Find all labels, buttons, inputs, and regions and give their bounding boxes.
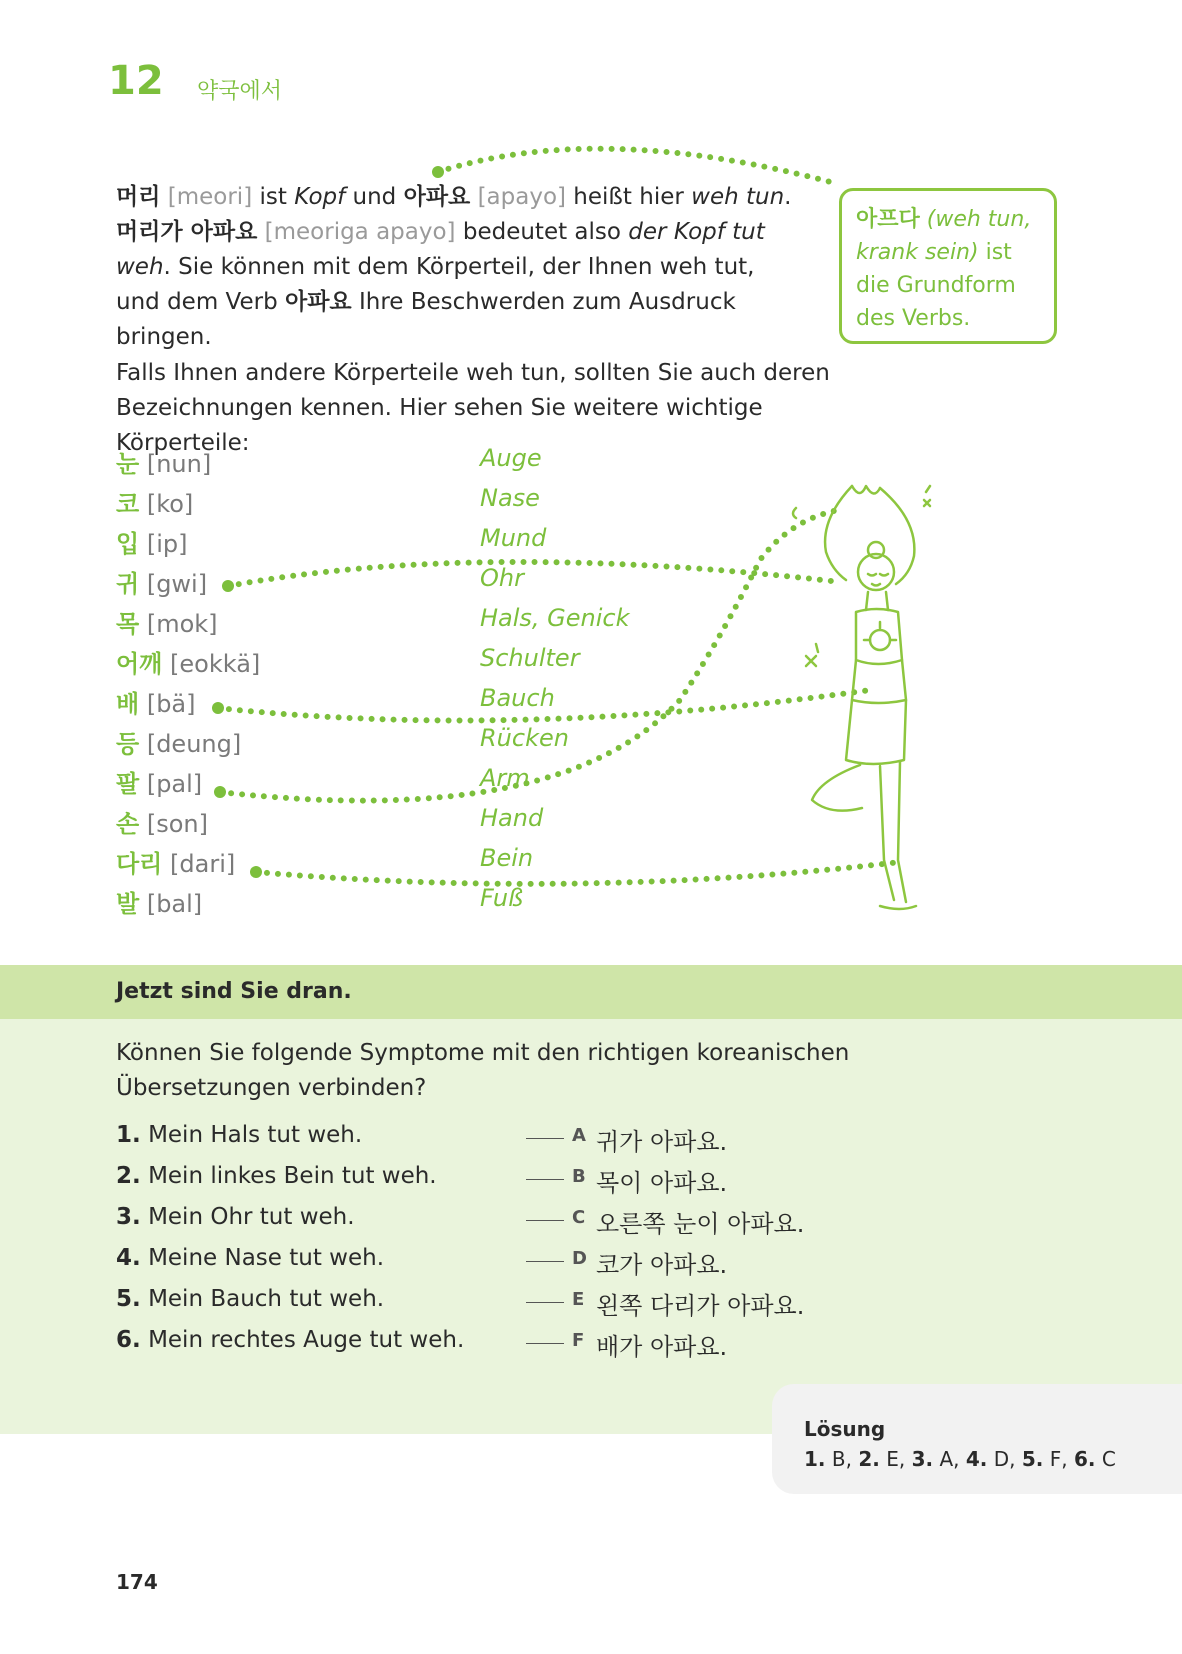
text: und	[345, 184, 404, 210]
sol-letter: C	[1101, 1447, 1116, 1471]
option-letter: A	[572, 1125, 586, 1146]
text: heißt hier	[566, 184, 692, 210]
option-korean: 코가 아파요.	[596, 1251, 728, 1279]
item-german: Mein Ohr tut weh.	[148, 1204, 355, 1230]
vocab-ko: 등	[116, 730, 140, 758]
vocab-ko: 다리	[116, 850, 163, 878]
item-german: Mein Hals tut weh.	[148, 1122, 363, 1148]
ko-word: 아파요	[285, 289, 352, 315]
exercise-intro: Können Sie folgende Symptome mit den richtigen koreanischen Übersetzungen verbinden?	[116, 1040, 850, 1101]
exercise-item	[116, 1245, 1016, 1285]
exercise-item	[116, 1163, 1016, 1203]
vocab-de: Schulter	[480, 644, 580, 672]
item-german: Mein Bauch tut weh.	[148, 1286, 385, 1312]
exercise-item	[116, 1122, 1016, 1162]
option-korean: 목이 아파요.	[596, 1169, 728, 1197]
vocab-de: Mund	[480, 524, 547, 552]
vocab-de: Auge	[480, 444, 542, 472]
text: .	[784, 184, 792, 210]
exercise-item	[116, 1204, 1016, 1244]
vocab-de: Rücken	[480, 724, 569, 752]
vocab-rom: [mok]	[146, 610, 218, 638]
romanization: [apayo]	[470, 184, 566, 210]
item-number: 5.	[116, 1286, 141, 1312]
vocab-ko: 목	[116, 610, 140, 638]
vocab-rom: [nun]	[146, 450, 212, 478]
text: . Sie können mit dem Körperteil, der Ihnen weh tut, und dem Verb	[116, 254, 755, 315]
vocab-rom: [bal]	[146, 890, 203, 918]
solution-title: Lösung	[804, 1417, 886, 1441]
ko-word: 머리가 아파요	[116, 219, 258, 245]
vocab-ko: 배	[116, 690, 140, 718]
item-number: 4.	[116, 1245, 141, 1271]
sol-num: 3.	[911, 1447, 934, 1471]
vocab-rom: [gwi]	[146, 570, 208, 598]
option-letter: D	[572, 1248, 587, 1269]
vocab-de: Bauch	[480, 684, 555, 712]
ko-word: 아파요	[403, 184, 471, 210]
vocab-de: Bein	[480, 844, 534, 872]
option-letter: C	[572, 1207, 586, 1228]
sol-num: 6.	[1073, 1447, 1096, 1471]
item-german: Mein linkes Bein tut weh.	[148, 1163, 437, 1189]
vocab-rom: [son]	[146, 810, 208, 838]
chapter-number: 12	[108, 58, 164, 104]
exercise-item	[116, 1286, 1016, 1326]
vocab-rom: [dari]	[170, 850, 236, 878]
sol-letter: F	[1049, 1447, 1062, 1471]
item-number: 1.	[116, 1122, 141, 1148]
sol-letter: A	[939, 1447, 954, 1471]
answer-blank[interactable]	[526, 1179, 564, 1180]
option-korean: 왼쪽 다리가 아파요.	[596, 1292, 805, 1320]
vocab-ko: 귀	[116, 570, 140, 598]
text-italic: weh tun	[691, 184, 785, 210]
vocab-ko: 손	[116, 810, 140, 838]
exercise-header-band	[0, 965, 1182, 1019]
sol-num: 1.	[804, 1447, 826, 1471]
sol-num: 2.	[858, 1447, 880, 1471]
vocab-ko: 눈	[116, 450, 140, 478]
option-letter: F	[572, 1330, 585, 1351]
vocab-ko: 발	[116, 890, 140, 918]
option-korean: 배가 아파요.	[596, 1333, 728, 1361]
option-korean: 오른쪽 눈이 아파요.	[596, 1210, 805, 1238]
info-paren: (weh tun, krank sein)	[856, 207, 1032, 265]
vocab-de: Ohr	[480, 564, 524, 592]
option-letter: E	[572, 1289, 585, 1310]
vocab-ko: 입	[116, 530, 140, 558]
romanization: [meoriga apayo]	[257, 219, 456, 245]
chapter-title: 약국에서	[197, 79, 283, 104]
vocab-de: Hand	[480, 804, 544, 832]
exercise-item	[116, 1327, 1016, 1367]
answer-blank[interactable]	[526, 1220, 564, 1221]
text: bedeutet also	[455, 219, 629, 245]
item-number: 2.	[116, 1163, 141, 1189]
vocab-rom: [ip]	[146, 530, 188, 558]
vocab-de: Fuß	[480, 884, 524, 912]
vocab-rom: [deung]	[146, 730, 242, 758]
vocab-rom: [bä]	[146, 690, 196, 718]
vocab-ko: 코	[116, 490, 140, 518]
romanization: [meori]	[160, 184, 253, 210]
sol-letter: E	[886, 1447, 899, 1471]
sol-letter: B	[831, 1447, 846, 1471]
answer-blank[interactable]	[526, 1138, 564, 1139]
vocab-ko: 어깨	[116, 650, 163, 678]
info-rest: ist die Grundform des Verbs.	[856, 240, 1016, 331]
item-number: 6.	[116, 1327, 141, 1353]
option-letter: B	[572, 1166, 586, 1187]
answer-blank[interactable]	[526, 1261, 564, 1262]
answer-blank[interactable]	[526, 1343, 564, 1344]
text-italic: Kopf	[294, 184, 346, 210]
option-korean: 귀가 아파요.	[596, 1128, 728, 1156]
vocab-de: Arm	[480, 764, 530, 792]
vocab-ko: 팔	[116, 770, 140, 798]
solution-box	[772, 1384, 1182, 1494]
text: ist	[252, 184, 295, 210]
ko-word: 머리	[116, 184, 161, 210]
intro-paragraph-2: Falls Ihnen andere Körperteile weh tun, sollten Sie auch deren Bezeichnungen kennen. Hier sehen Sie weitere wichtige Körperteile:	[116, 360, 830, 456]
sol-num: 5.	[1021, 1447, 1044, 1471]
item-german: Meine Nase tut weh.	[148, 1245, 385, 1271]
vocab-rom: [ko]	[146, 490, 194, 518]
vocab-de: Hals, Genick	[480, 604, 630, 632]
text-italic: der Kopf tut weh	[116, 219, 765, 280]
vocab-rom: [pal]	[146, 770, 203, 798]
exercise-heading: Jetzt sind Sie dran.	[116, 979, 352, 1004]
vocab-de: Nase	[480, 484, 540, 512]
item-number: 3.	[116, 1204, 141, 1230]
sol-letter: D	[993, 1447, 1010, 1471]
sol-num: 4.	[965, 1447, 988, 1471]
item-german: Mein rechtes Auge tut weh.	[148, 1327, 465, 1353]
answer-blank[interactable]	[526, 1302, 564, 1303]
text: Ihre Beschwerden zum Ausdruck bringen.	[116, 289, 736, 350]
info-ko: 아프다	[856, 207, 920, 232]
page-number: 174	[116, 1570, 158, 1594]
vocab-rom: [eokkä]	[170, 650, 261, 678]
solution-answers: 1. B, 2. E, 3. A, 4. D, 5. F, 6. C	[804, 1447, 1116, 1471]
